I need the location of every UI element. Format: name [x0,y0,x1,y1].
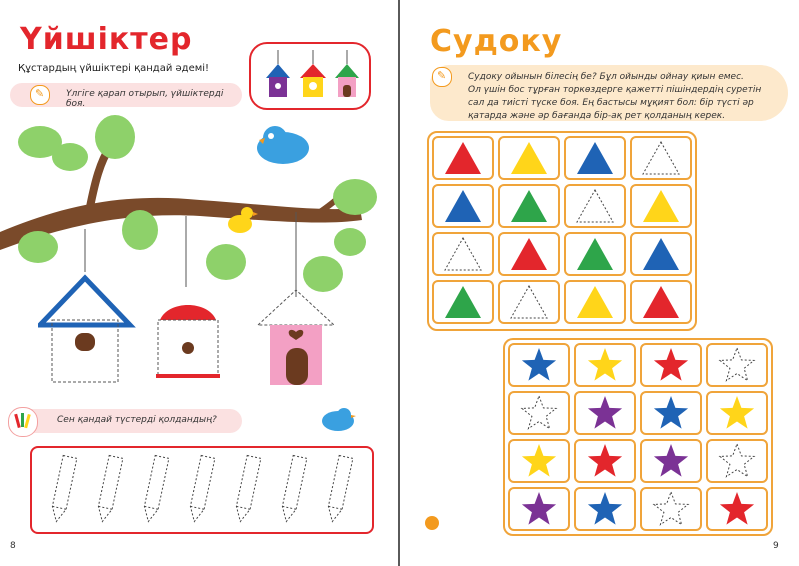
thumbs-up-icon [425,516,439,530]
pencil-outline [279,455,306,522]
star-cell [706,439,768,483]
blue-star [588,492,622,525]
star-cell [706,391,768,435]
blue-star [654,396,688,429]
triangle-cell [498,280,560,324]
green-triangle [577,238,613,270]
triangle-cell [432,184,494,228]
lightbulb-icon: ✎ [432,67,452,87]
green-triangle [445,286,481,318]
triangle-sudoku-grid [427,131,697,331]
pencil-outline [141,455,168,522]
leaf [333,179,377,215]
birdhouses-to-color [38,270,338,400]
sudoku-instruction-line: Ол үшін бос тұрған торкөздерге қажетті пішіндердің суретін [468,85,762,95]
triangle-cell [498,184,560,228]
instruction-pill-color [10,83,242,107]
leaf [52,143,88,171]
triangle-cell [498,136,560,180]
triangle-cell [564,280,626,324]
triangle-cell [630,136,692,180]
empty-star [522,396,556,429]
sample-birdhouses-illustration [251,44,369,108]
star-cell [508,343,570,387]
red-star [654,348,688,381]
pencil-outline [187,455,214,522]
leaf [95,115,135,159]
yellow-triangle [511,142,547,174]
star-cell [640,343,702,387]
red-triangle [445,142,481,174]
star-cell [640,487,702,531]
red-triangle [511,238,547,270]
lightbulb-icon: ✎ [30,85,50,105]
red-triangle [643,286,679,318]
page-subtitle: Құстардың үйшіктері қандай әдемі! [18,63,210,74]
star-cell [508,391,570,435]
triangle-cell [630,184,692,228]
yellow-triangle [643,190,679,222]
purple-star [522,492,556,525]
sudoku-instruction-line: сал да тиісті түске боя. Ең бастысы мұқият бол: бір түсті әр [468,98,754,108]
page-number-left: 8 [10,541,16,551]
star-cell [706,343,768,387]
star-cell [574,391,636,435]
pencil-outline [49,455,76,522]
star-cell [640,439,702,483]
yellow-star [588,348,622,381]
instruction-text-colors-used: Сен қандай түстерді қолдандың? [57,415,217,425]
red-star [588,444,622,477]
leaf [334,228,366,256]
yellow-star [720,396,754,429]
purple-star [654,444,688,477]
red-star [720,492,754,525]
pencil-outline [95,455,122,522]
triangle-cell [564,184,626,228]
bird-blue [255,118,325,168]
pencil-outlines [32,448,372,532]
star-cell [574,439,636,483]
page-title-sudoku: Судоку [430,24,563,59]
empty-star [720,348,754,381]
pencil-outline [325,455,352,522]
sudoku-instruction-box [430,65,788,121]
pencil-coloring-box [30,446,374,534]
empty-triangle [445,238,481,270]
sudoku-instruction-line: қатарда және әр бағанда бір-ақ рет қолданың керек. [468,111,726,121]
green-triangle [511,190,547,222]
triangle-cell [630,232,692,276]
instruction-pill-colors-used [12,409,242,433]
sudoku-instruction-line: Судоку ойынын білесің бе? Бұл ойынды ойнау қиын емес. [468,72,744,82]
page-number-right: 9 [773,541,779,551]
purple-star [588,396,622,429]
birdhouse-sample-frame [249,42,371,110]
bird-blue-small [318,403,358,435]
triangle-cell [498,232,560,276]
star-cell [706,487,768,531]
instruction-text-color: Үлгіге қарап отырып, үйшіктерді боя. [66,89,224,109]
empty-triangle [577,190,613,222]
star-sudoku-grid [503,338,773,536]
star-cell [640,391,702,435]
star-cell [508,439,570,483]
page-title-birdhouses: Үйшіктер [20,22,193,57]
triangle-cell [432,280,494,324]
triangle-cell [564,136,626,180]
triangle-cell [564,232,626,276]
yellow-triangle [577,286,613,318]
leaf [18,231,58,263]
triangle-cell [432,232,494,276]
empty-triangle [511,286,547,318]
pencil-outline [233,455,260,522]
star-cell [508,487,570,531]
triangle-cell [432,136,494,180]
sudoku-instruction-text [468,71,782,123]
right-page [400,0,799,566]
empty-star [654,492,688,525]
star-cell [574,343,636,387]
colored-pencils-icon [8,407,38,437]
triangle-cell [630,280,692,324]
left-page [0,0,399,566]
empty-triangle [643,142,679,174]
blue-triangle [577,142,613,174]
blue-triangle [643,238,679,270]
star-cell [574,487,636,531]
yellow-star [522,444,556,477]
blue-star [522,348,556,381]
leaf [122,210,158,250]
empty-star [720,444,754,477]
blue-triangle [445,190,481,222]
